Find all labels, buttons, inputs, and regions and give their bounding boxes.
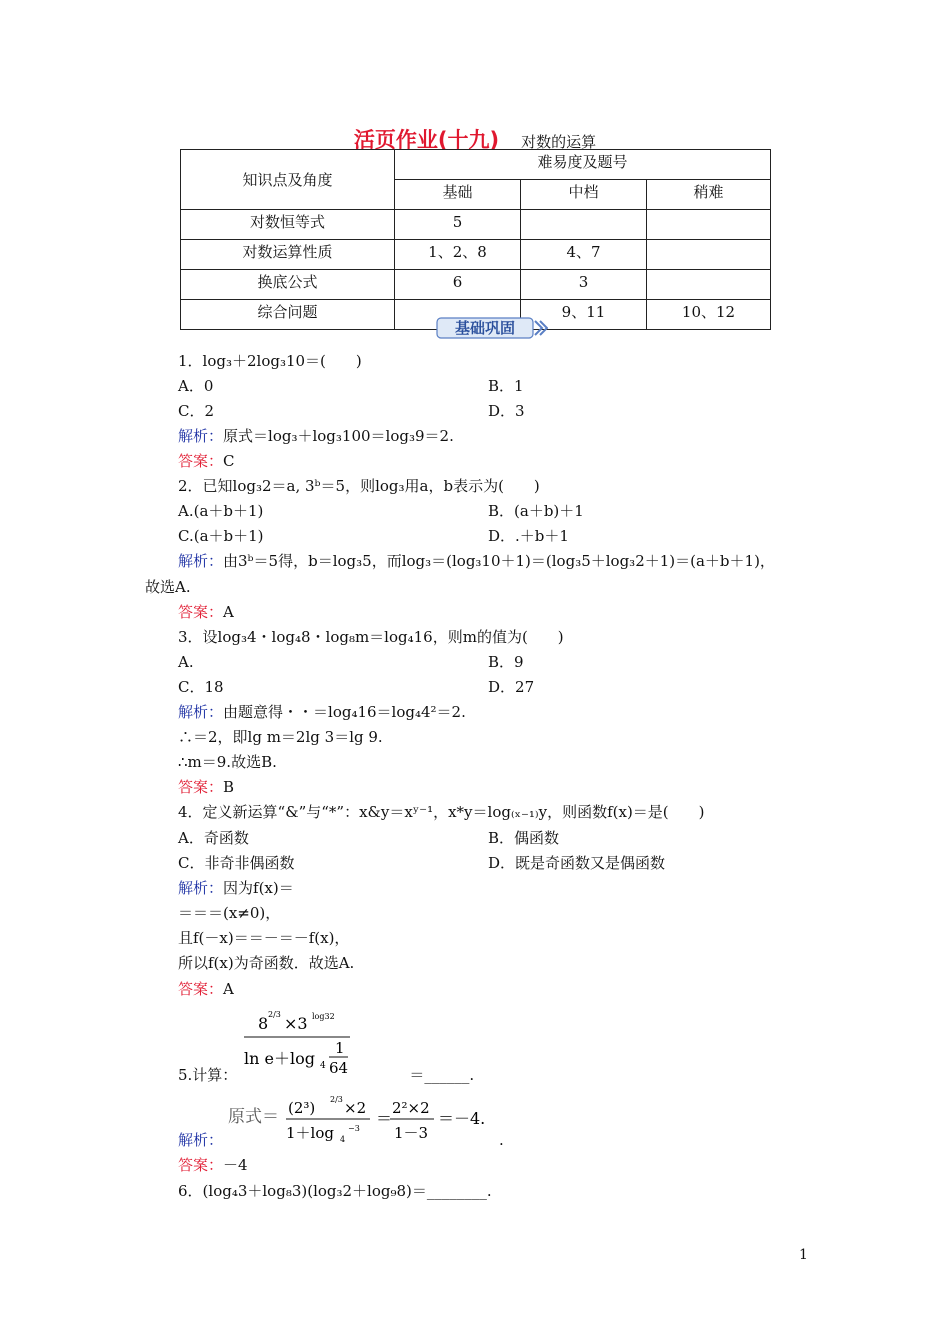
analysis-num1-exp: 2/3	[330, 1095, 343, 1104]
option: C．2	[178, 402, 215, 420]
answer-label: 答案：	[178, 980, 224, 998]
question-stem: 1．log₃＋2log₃10＝( )	[178, 352, 362, 370]
analysis-num1-tail: ×2	[344, 1099, 367, 1117]
answer-label: 答案：	[178, 603, 224, 621]
formula-num-exp2: log32	[312, 1012, 335, 1021]
formula-frac-top: 1	[335, 1039, 345, 1057]
analysis-label: 解析：	[178, 879, 224, 897]
worksheet-subtitle: 对数的运算	[521, 133, 597, 151]
analysis-num2: 2²×2	[392, 1099, 430, 1117]
option: A．奇函数	[178, 829, 249, 847]
answer-value: A	[223, 603, 234, 621]
option: B．偶函数	[488, 829, 560, 847]
question-stem: 3．设log₃4・log₄8・log₈m＝log₄16，则m的值为( )	[178, 628, 564, 646]
analysis-tail: .	[499, 1131, 504, 1149]
table-group-header: 难易度及题号	[395, 150, 771, 180]
question-stem	[178, 1065, 474, 1085]
analysis	[178, 1130, 504, 1150]
knowledge-table	[180, 149, 771, 330]
page-number: 1	[799, 1247, 808, 1263]
analysis-den2: 1－3	[394, 1124, 429, 1142]
cell	[647, 240, 771, 270]
topic-cell: 对数运算性质	[181, 240, 395, 270]
option: D．.＋b＋1	[488, 527, 569, 545]
answer	[178, 451, 235, 471]
level-header: 基础	[395, 180, 521, 210]
question-stem: 4．定义新运算“&”与“*”：x&y＝xʸ⁻¹，x*y＝log₍ₓ₋₁₎y，则函数f(x)＝是( )	[178, 803, 705, 821]
answer	[178, 777, 234, 797]
analysis-result: ＝－4.	[438, 1109, 486, 1128]
option: A.(a＋b＋1)	[178, 502, 264, 520]
cell: 5	[395, 210, 521, 240]
option: A.	[178, 653, 194, 671]
answer	[178, 979, 234, 999]
section-banner	[436, 316, 548, 340]
formula-num-base: 8	[258, 1014, 269, 1033]
cell: 3	[521, 270, 647, 300]
worksheet-title: 活页作业(十九)	[353, 128, 500, 152]
analysis-label: 解析：	[178, 427, 224, 445]
cell: 10、12	[647, 300, 771, 330]
analysis-text: 由题意得・・＝log₄16＝log₄4²＝2.	[223, 703, 466, 721]
answer-value: C	[223, 452, 235, 470]
option: B．1	[488, 377, 524, 395]
formula-frac-bot: 64	[329, 1059, 349, 1077]
q5-suffix: ＝______.	[409, 1066, 475, 1084]
topic-cell: 换底公式	[181, 270, 395, 300]
option: C．非奇非偶函数	[178, 854, 295, 872]
analysis-label: 解析：	[178, 703, 224, 721]
topic-cell: 综合问题	[181, 300, 395, 330]
analysis-text: 由3ᵇ＝5得，b＝log₃5，而log₃＝(log₃10＋1)＝(log₃5＋log₃2＋1)＝(a＋b＋1)，	[223, 552, 775, 570]
answer-label: 答案：	[178, 778, 224, 796]
equals-sign: ＝	[376, 1109, 393, 1128]
cell	[647, 270, 771, 300]
answer-value: A	[223, 980, 234, 998]
q5-prefix: 5.计算：	[178, 1066, 238, 1084]
analysis-text: 因为f(x)＝	[223, 879, 294, 897]
analysis	[178, 426, 454, 446]
formula-num-exp: 2/3	[268, 1010, 281, 1019]
question-stem: 2．已知log₃2＝a, 3ᵇ＝5，则log₃用a，b表示为( )	[178, 477, 540, 495]
answer-label: 答案：	[178, 1156, 224, 1174]
option: C.(a＋b＋1)	[178, 527, 264, 545]
answer-value: B	[223, 778, 235, 796]
formula-times: ×3	[284, 1014, 308, 1033]
analysis-den1-exp: −3	[348, 1124, 360, 1133]
answer	[178, 1155, 248, 1175]
analysis-label: 解析：	[178, 552, 224, 570]
cell: 4、7	[521, 240, 647, 270]
cell	[647, 210, 771, 240]
table-corner-header: 知识点及角度	[181, 150, 395, 210]
answer	[178, 602, 234, 622]
table-row	[181, 240, 771, 270]
question-stem: 6．(log₄3＋log₈3)(log₃2＋log₉8)＝________.	[178, 1182, 492, 1200]
option: A．0	[178, 377, 214, 395]
analysis	[178, 878, 294, 898]
answer-label: 答案：	[178, 452, 224, 470]
analysis-den1-sub: 4	[340, 1135, 346, 1144]
analysis	[178, 702, 466, 722]
option: D．27	[488, 678, 535, 696]
answer-value: －4	[223, 1156, 248, 1174]
cell: 9、11	[521, 300, 647, 330]
formula-den-sub: 4	[320, 1061, 326, 1071]
analysis-lead: 原式＝	[228, 1107, 279, 1127]
analysis-step: ＝＝＝(x≠0)，	[178, 904, 281, 922]
analysis-step: ∴＝2，即lg m＝2lg 3＝lg 9.	[178, 728, 383, 746]
option: B．(a＋b)＋1	[488, 502, 584, 520]
analysis-continued: 故选A.	[145, 578, 191, 596]
level-header: 稍难	[647, 180, 771, 210]
analysis-step: 且f(－x)＝＝－＝－f(x)，	[178, 929, 350, 947]
table-row	[181, 270, 771, 300]
analysis-label: 解析：	[178, 1131, 224, 1149]
topic-cell: 对数恒等式	[181, 210, 395, 240]
analysis-step: ∴m＝9.故选B.	[178, 753, 277, 771]
option: C．18	[178, 678, 224, 696]
analysis-den1: 1＋log	[286, 1124, 334, 1142]
banner-text: 基础巩固	[454, 319, 516, 337]
level-header: 中档	[521, 180, 647, 210]
table-row	[181, 210, 771, 240]
option: D．3	[488, 402, 525, 420]
cell: 1、2、8	[395, 240, 521, 270]
analysis	[178, 551, 775, 571]
option: B．9	[488, 653, 524, 671]
cell	[521, 210, 647, 240]
cell: 6	[395, 270, 521, 300]
analysis-text: 原式＝log₃＋log₃100＝log₃9＝2.	[223, 427, 454, 445]
analysis-step: 所以f(x)为奇函数．故选A.	[178, 954, 355, 972]
analysis-num1: (2³)	[288, 1099, 316, 1117]
option: D．既是奇函数又是偶函数	[488, 854, 666, 872]
formula-den: ln e＋log	[244, 1049, 315, 1068]
